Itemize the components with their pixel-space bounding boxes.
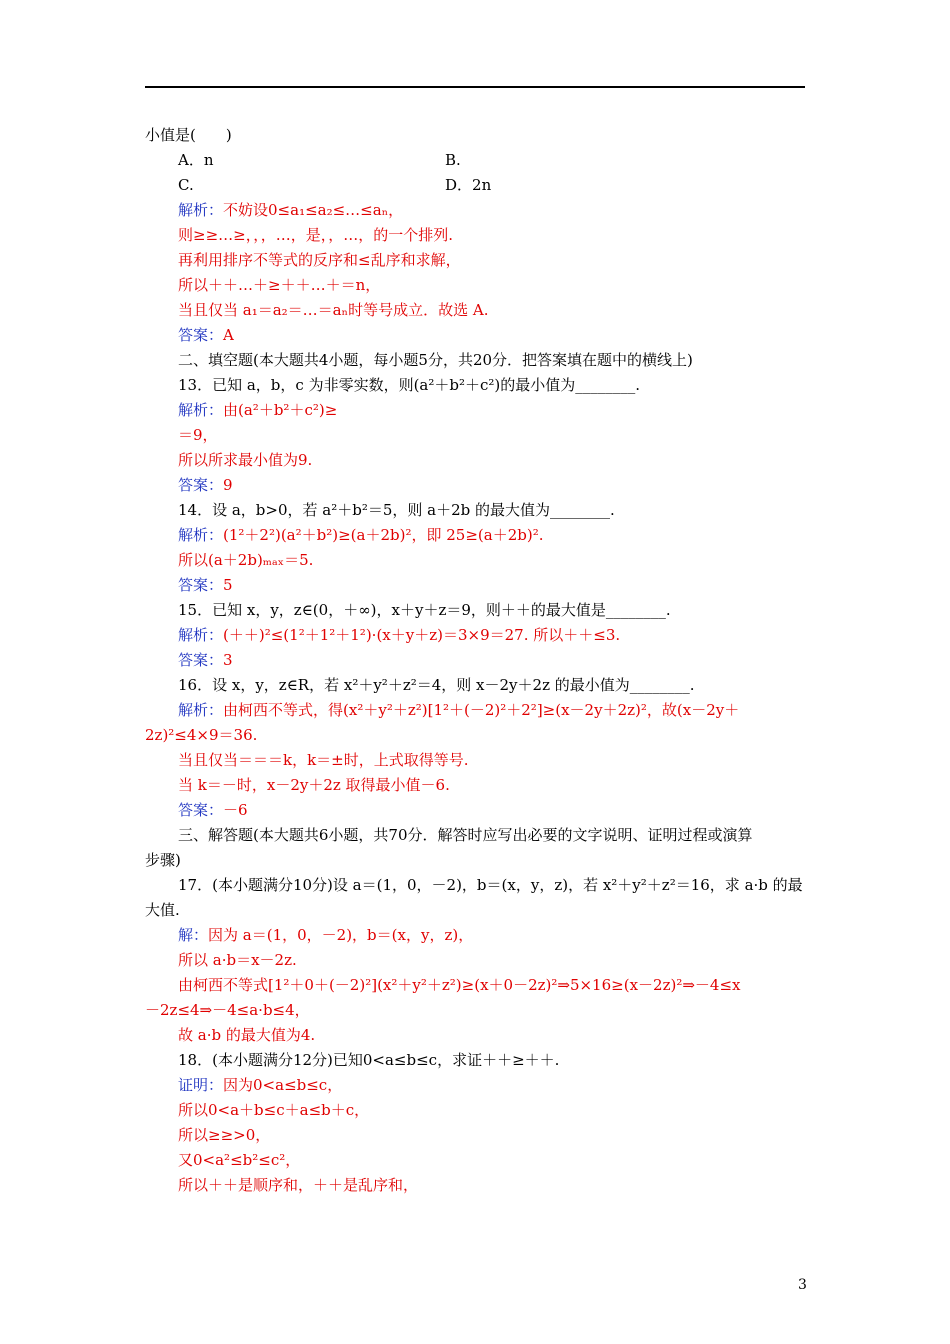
text-segment: 解析： (178, 701, 224, 719)
text-line (178, 825, 753, 845)
text-segment: －6 (223, 801, 248, 819)
text-segment: 18．(本小题满分12分)已知0<a≤b≤c，求证＋＋≥＋＋. (178, 1051, 560, 1069)
text-segment: 17．(本小题满分10分)设 a＝(1，0，－2)，b＝(x，y，z)，若 x²＋y²＋z²＝16，求 a·b 的最 (178, 876, 803, 894)
text-segment: (＋＋)²≤(1²＋1²＋1²)·(x＋y＋z)＝3×9＝27. 所以＋＋≤3. (223, 626, 621, 644)
text-segment: 证明： (178, 1076, 224, 1094)
text-segment: 答案： (178, 476, 224, 494)
text-segment: 则≥≥…≥，，，…，是，，…，的一个排列. (178, 226, 453, 244)
text-segment: 答案： (178, 576, 224, 594)
text-line (178, 1025, 315, 1045)
text-segment: 答案： (178, 651, 224, 669)
text-line (145, 125, 232, 145)
text-segment: 解： (178, 926, 209, 944)
text-segment: D．2n (445, 176, 492, 194)
text-segment: 所以0<a＋b≤c＋a≤b＋c， (178, 1101, 370, 1119)
text-segment: 15．已知 x，y，z∈(0，＋∞)，x＋y＋z＝9，则＋＋的最大值是________. (178, 601, 671, 619)
text-segment: 故 a·b 的最大值为4. (178, 1026, 316, 1044)
text-segment: 因为 a＝(1，0，－2)，b＝(x，y，z)， (208, 926, 474, 944)
text-line (178, 275, 380, 295)
header-rule (145, 86, 805, 88)
text-line (178, 400, 337, 420)
text-line (178, 225, 453, 245)
text-segment: 所以所求最小值为9. (178, 451, 313, 469)
text-line (445, 175, 491, 195)
text-line (178, 475, 233, 495)
page-number: 3 (798, 1277, 807, 1293)
text-segment: C. (178, 176, 194, 194)
text-segment: 所以＋＋是顺序和，＋＋是乱序和， (178, 1176, 419, 1194)
text-line (145, 900, 180, 920)
text-line (178, 675, 695, 695)
text-line (178, 500, 615, 520)
text-segment: 所以(a＋2b)ₘₐₓ＝5. (178, 551, 314, 569)
text-line (178, 550, 313, 570)
text-segment: 由(a²＋b²＋c²)≥ (223, 401, 338, 419)
text-line (178, 875, 803, 895)
text-line (178, 775, 450, 795)
text-segment: 由柯西不等式[1²＋0＋(－2)²](x²＋y²＋z²)≥(x＋0－2z)²⇒5×16≥(x－2z)²⇒－4≤x (178, 976, 741, 994)
text-line (145, 725, 257, 745)
text-segment: 当且仅当 a₁＝a₂＝…＝aₙ时等号成立．故选 A. (178, 301, 489, 319)
text-line (178, 325, 234, 345)
text-segment: B. (445, 151, 461, 169)
text-line (178, 200, 403, 220)
text-segment: 2z)²≤4×9＝36. (145, 726, 258, 744)
text-segment: 因为0<a≤b≤c， (223, 1076, 343, 1094)
text-segment: 5 (223, 576, 233, 594)
text-segment: 解析： (178, 626, 224, 644)
text-segment: 所以≥≥>0， (178, 1126, 271, 1144)
text-segment: 再利用排序不等式的反序和≤乱序和求解， (178, 251, 461, 269)
text-segment: 三、解答题(本大题共6小题，共70分．解答时应写出必要的文字说明、证明过程或演算 (178, 826, 753, 844)
text-line (178, 1125, 270, 1145)
text-segment: 由柯西不等式，得(x²＋y²＋z²)[1²＋(－2)²＋2²]≥(x－2y＋2z)²，故(x－2y＋ (223, 701, 740, 719)
text-segment: －2z≤4⇒－4≤a·b≤4， (145, 1001, 310, 1019)
text-segment: 答案： (178, 801, 224, 819)
text-line (178, 350, 693, 370)
text-segment: 答案： (178, 326, 224, 344)
text-line (178, 1075, 342, 1095)
text-segment: 14．设 a，b>0，若 a²＋b²＝5，则 a＋2b 的最大值为________. (178, 501, 615, 519)
text-segment: 当 k＝－时，x－2y＋2z 取得最小值－6. (178, 776, 450, 794)
text-line (178, 1150, 300, 1170)
text-line (178, 625, 620, 645)
text-segment: 所以 a·b＝x－2z. (178, 951, 297, 969)
text-line (445, 150, 461, 170)
text-line (178, 250, 461, 270)
text-line (178, 925, 473, 945)
text-line (178, 525, 543, 545)
text-line (178, 1175, 418, 1195)
text-line (178, 1050, 559, 1070)
text-line (145, 1000, 310, 1020)
text-line (178, 450, 312, 470)
text-segment: 所以＋＋…＋≥＋＋…＋＝n， (178, 276, 381, 294)
text-line (178, 975, 740, 995)
text-line (178, 300, 488, 320)
text-segment: 解析： (178, 526, 224, 544)
text-line (178, 600, 671, 620)
text-segment: 解析： (178, 401, 224, 419)
text-segment: 大值. (145, 901, 180, 919)
text-line (178, 800, 248, 820)
text-line (178, 650, 233, 670)
text-line (178, 375, 640, 395)
text-line (178, 750, 469, 770)
text-segment: 小值是( ) (145, 126, 232, 144)
text-segment: 又0<a²≤b²≤c²， (178, 1151, 301, 1169)
text-segment: A (223, 326, 234, 344)
text-segment: 16．设 x，y，z∈R，若 x²＋y²＋z²＝4，则 x－2y＋2z 的最小值为________. (178, 676, 695, 694)
text-line (178, 175, 194, 195)
text-line (178, 1100, 369, 1120)
text-segment: (1²＋2²)(a²＋b²)≥(a＋2b)²，即 25≥(a＋2b)². (223, 526, 544, 544)
text-segment: 13．已知 a，b，c 为非零实数，则(a²＋b²＋c²)的最小值为________. (178, 376, 641, 394)
text-line (145, 850, 181, 870)
text-line (178, 425, 218, 445)
text-segment: 当且仅当＝＝＝k，k＝±时，上式取得等号. (178, 751, 469, 769)
text-line (178, 575, 233, 595)
text-segment: 9 (223, 476, 233, 494)
text-line (178, 950, 297, 970)
text-segment: 二、填空题(本大题共4小题，每小题5分，共20分．把答案填在题中的横线上) (178, 351, 693, 369)
text-segment: 解析： (178, 201, 224, 219)
text-segment: A．n (178, 151, 214, 169)
text-line (178, 700, 739, 720)
text-line (178, 150, 214, 170)
text-segment: 步骤) (145, 851, 181, 869)
text-segment: ＝9， (178, 426, 218, 444)
text-segment: 3 (223, 651, 233, 669)
text-segment: 不妨设0≤a₁≤a₂≤…≤aₙ， (223, 201, 404, 219)
